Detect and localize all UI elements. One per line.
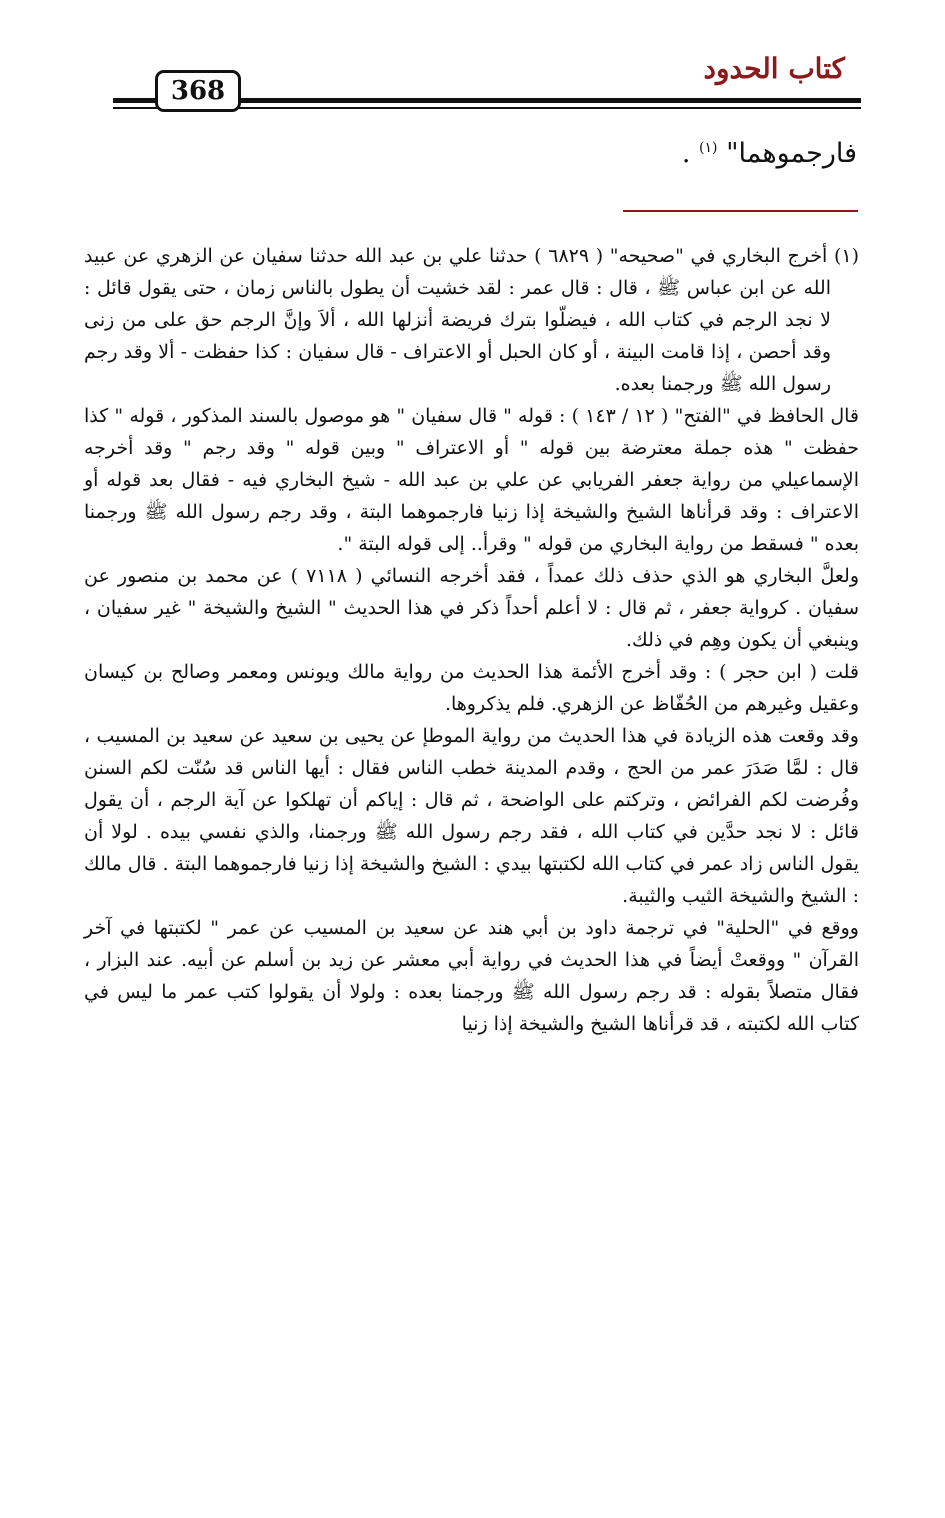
footnote-paragraph: قلت ( ابن حجر ) : وقد أخرج الأئمة هذا الحديث من رواية مالك ويونس ومعمر وصالح بن كيسان وعقيل وغيرهم من الحُفّاظ عن الزهري. فلم يذكروها. — [84, 661, 859, 715]
body-text — [682, 138, 857, 169]
body-text-end: . — [681, 138, 691, 169]
chapter-title: كتاب الحدود — [703, 52, 845, 85]
page-number: 368 — [155, 70, 241, 112]
footnote-reference: (١) — [699, 140, 718, 156]
footnote-separator — [623, 210, 858, 212]
footnote-paragraph: (١) أخرج البخاري في "صحيحه" ( ٦٨٢٩ ) حدثنا علي بن عبد الله حدثنا سفيان عن الزهري عن عبيد الله عن ابن عباس ﷺ ، قال : قال عمر : لقد خشيت أن يطول بالناس زمان ، حتى يقول قائل : لا نجد الرجم في كتاب الله ، فيضلّوا بترك فريضة أنزلها الله ، ألاَ وإنَّ الرجم حق على من زنى وقد أحصن ، إذا قامت البينة ، أو كان الحبل أو الاعتراف - قال سفيان : كذا حفظت - ألا وقد رجم رسول الله ﷺ ورجمنا بعده. — [84, 245, 860, 395]
footnote-paragraph: ولعلَّ البخاري هو الذي حذف ذلك عمداً ، فقد أخرجه النسائي ( ٧١١٨ ) عن محمد بن منصور عن سفيان . كرواية جعفر ، ثم قال : لا أعلم أحداً ذكر في هذا الحديث " الشيخ والشيخة " غير سفيان ، وينبغي أن يكون وهِم في ذلك. — [84, 565, 859, 651]
body-text-content: فارجموهما" — [726, 138, 857, 169]
footnotes — [84, 240, 859, 1040]
footnote-paragraph: قال الحافظ في "الفتح" ( ١٢ / ١٤٣ ) : قوله " قال سفيان " هو موصول بالسند المذكور ، قوله " كذا حفظت " هذه جملة معترضة بين قوله " أو الاعتراف " وبين قوله " وقد رجم " وقد أخرجه الإسماعيلي من رواية جعفر الفريابي عن علي بن عبد الله - شيخ البخاري فيه - فقال بعد قوله أو الاعتراف : وقد قرأناها الشيخ والشيخة إذا زنيا فارجموهما البتة ، وقد رجم رسول الله ﷺ ورجمنا بعده " فسقط من رواية البخاري من قوله " وقرأ.. إلى قوله البتة ". — [84, 405, 859, 555]
footnote-paragraph: ووقع في "الحلية" في ترجمة داود بن أبي هند عن سعيد بن المسيب عن عمر " لكتبتها في آخر القرآن " ووقعتْ أيضاً في هذا الحديث في رواية أبي معشر عن زيد بن أسلم عن أبيه. عند البزار ، فقال متصلاً بقوله : قد رجم رسول الله ﷺ ورجمنا بعده : ولولا أن يقولوا كتب عمر ما ليس في كتاب الله لكتبته ، قد قرأناها الشيخ والشيخة إذا زنيا — [84, 917, 859, 1035]
footnote-paragraph: وقد وقعت هذه الزيادة في هذا الحديث من رواية الموطإ عن يحيى بن سعيد عن سعيد بن المسيب ، قال : لمَّا صَدَرَ عمر من الحج ، وقدم المدينة خطب الناس فقال : أيها الناس قد سُنّت لكم السنن وفُرضت لكم الفرائض ، وتركتم على الواضحة ، ثم قال : إياكم أن تهلكوا عن آية الرجم ، أن يقول قائل : لا نجد حدَّين في كتاب الله ، فقد رجم رسول الله ﷺ ورجمنا، والذي نفسي بيده . لولا أن يقول الناس زاد عمر في كتاب الله لكتبتها بيدي : الشيخ والشيخة إذا زنيا فارجموهما البتة . قال مالك : الشيخ والشيخة الثيب والثيبة. — [84, 725, 859, 907]
